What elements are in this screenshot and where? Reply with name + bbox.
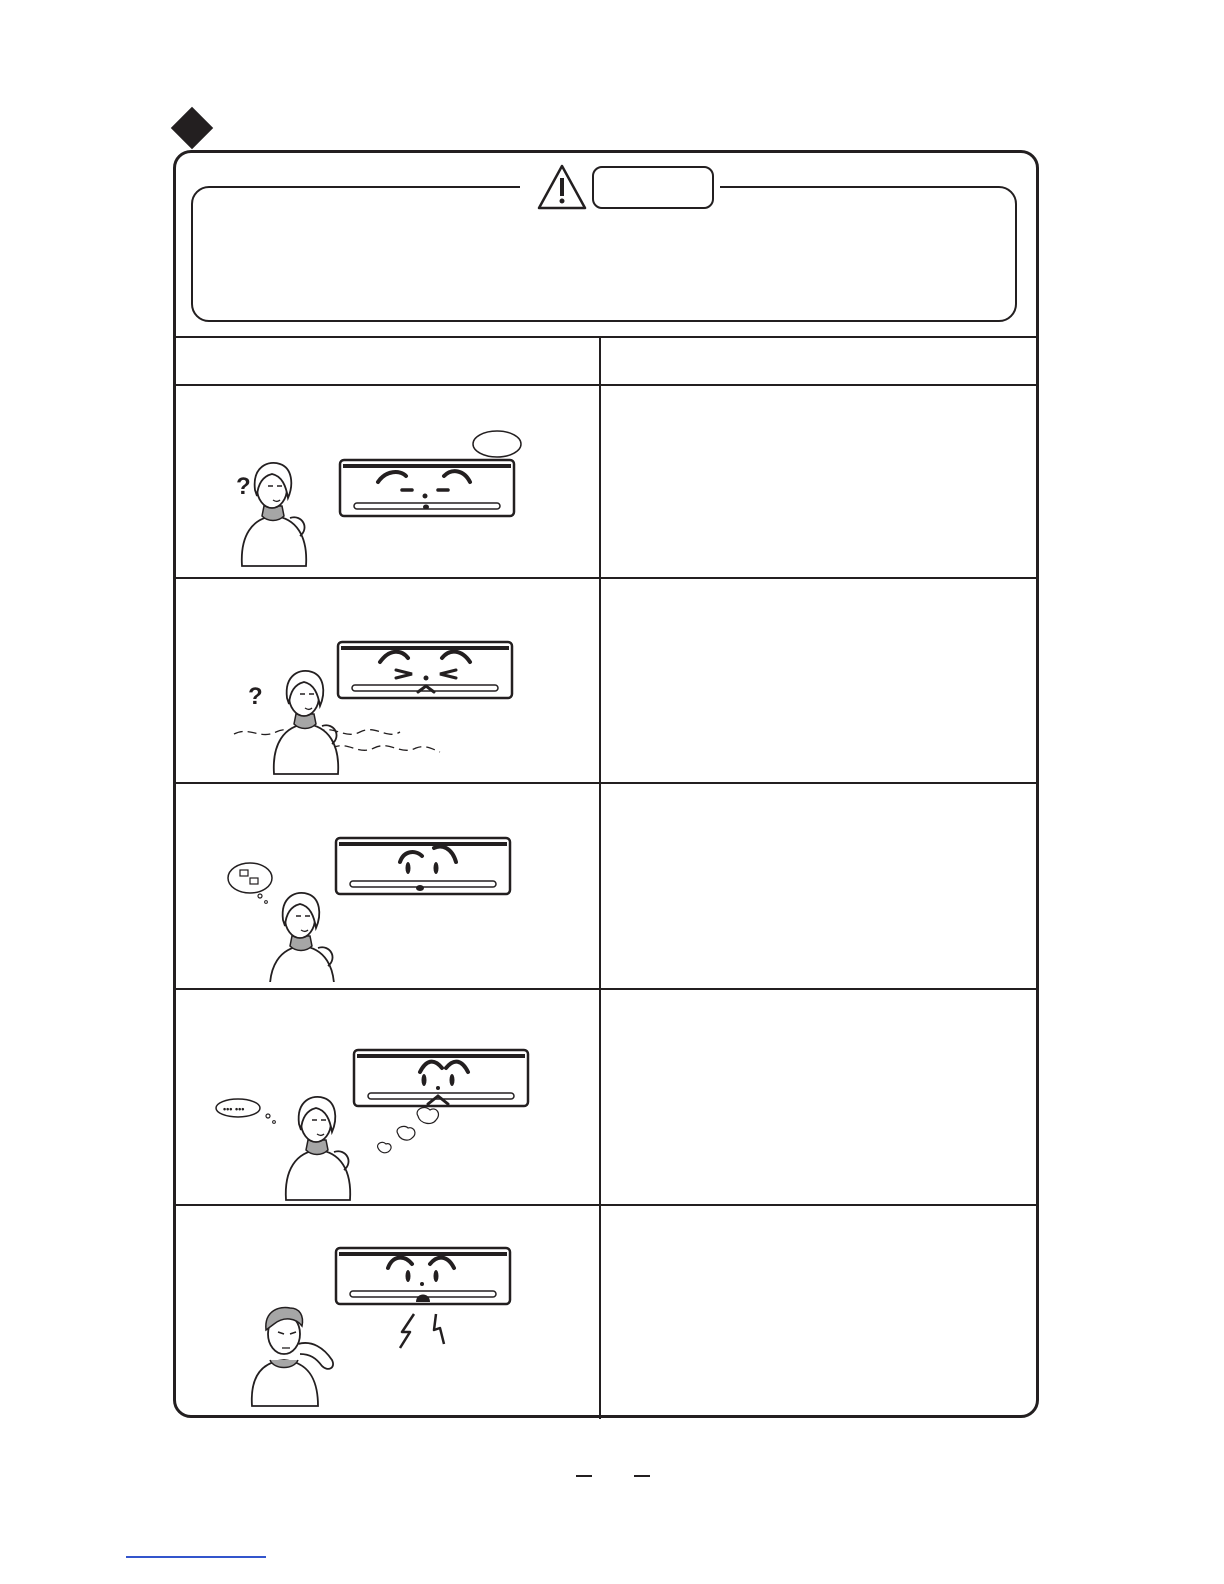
man-hearing-noise-illustration [240, 1244, 540, 1415]
svg-text:?: ? [248, 683, 263, 710]
woman-feeling-odor-airflow-illustration [230, 600, 530, 783]
footer-link-underline[interactable] [126, 1556, 266, 1558]
troubleshooting-table-frame [173, 150, 1039, 1418]
diamond-bullet-icon [171, 107, 213, 149]
svg-text:••• •••: ••• ••• [223, 1104, 245, 1114]
woman-seeing-mist-illustration [212, 1048, 542, 1207]
caution-label [592, 166, 714, 209]
page-number-marks [570, 1466, 660, 1486]
column-header-explanation [602, 350, 1036, 376]
header-divider-top [173, 336, 1039, 338]
row-divider [173, 988, 1039, 990]
column-header-phenomenon [176, 350, 598, 376]
row-divider [173, 577, 1039, 579]
svg-text:?: ? [236, 473, 251, 500]
warning-triangle-icon [536, 163, 588, 216]
woman-questioning-ac-restart-illustration [230, 424, 530, 575]
woman-thinking-ac-stopped-illustration [226, 834, 526, 987]
column-divider [599, 337, 601, 1419]
row-divider [173, 384, 1039, 386]
